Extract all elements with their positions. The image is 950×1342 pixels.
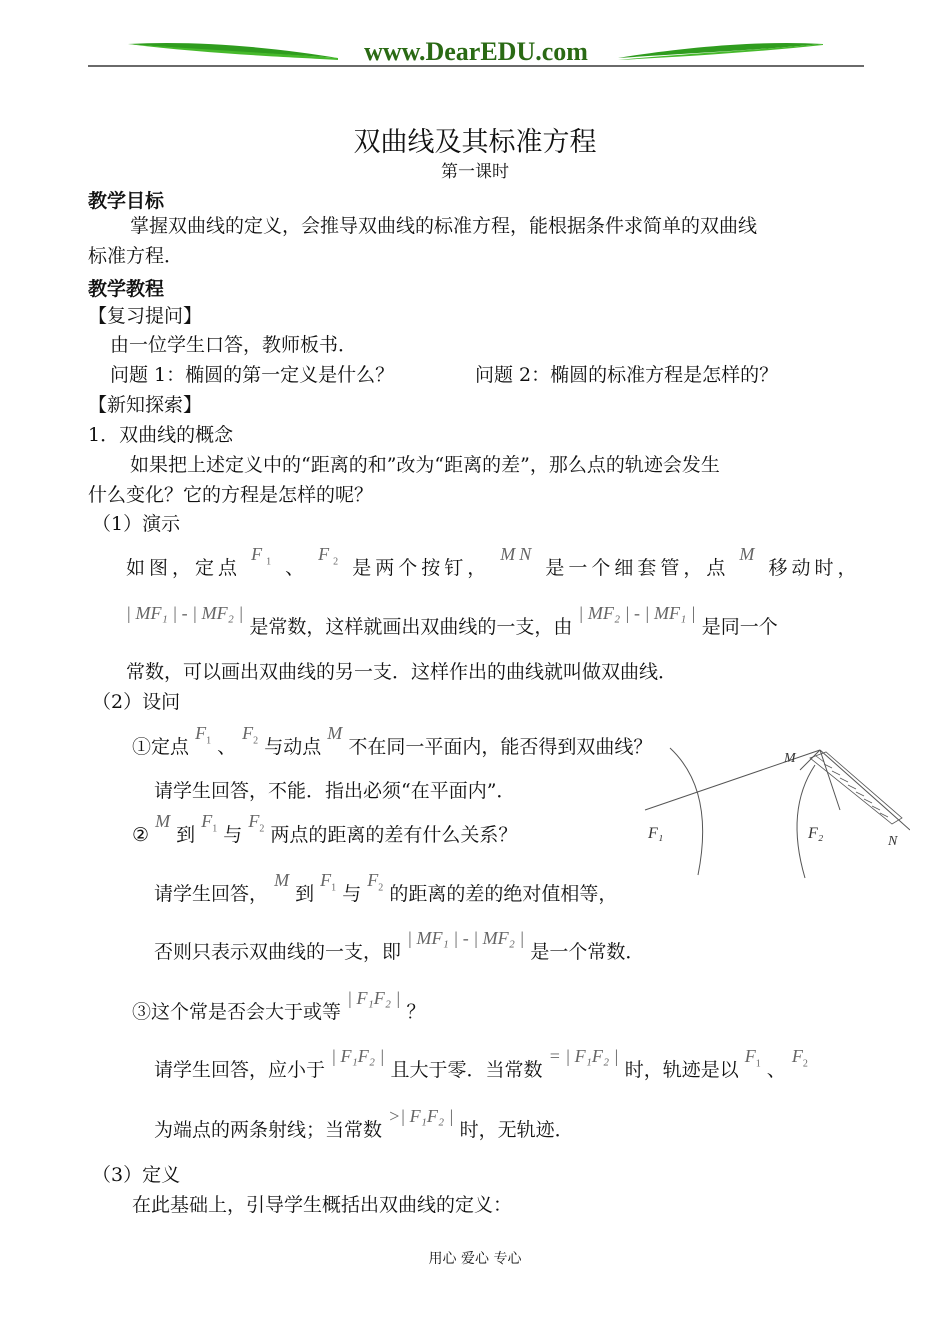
math-F1: $F_1$: [201, 811, 218, 835]
demo-line-3: 常数，可以画出双曲线的另一支．这样作出的曲线就叫做双曲线．: [126, 661, 678, 683]
fig-label-N: N: [888, 834, 898, 849]
math-eq-f1f2: = | F₁F₂ |: [548, 1046, 619, 1066]
answer-3b: 为端点的两条射线；当常数 >| F₁F₂ | 时，无轨迹．: [154, 1106, 574, 1141]
math-F2: $F_2$: [248, 811, 265, 835]
math-F2: $F_2$: [367, 870, 384, 894]
site-logo-text: www.DearEDU.com: [364, 37, 588, 66]
math-MN: MN: [500, 544, 536, 564]
section-1-title: 1．双曲线的概念: [88, 424, 234, 446]
ask-3: ③这个常是否会大于或等 | F₁F₂ | ？: [132, 988, 426, 1023]
math-gt-f1f2: >| F₁F₂ |: [388, 1106, 454, 1126]
fig-label-M: M: [784, 751, 796, 766]
page-subtitle: 第一课时: [441, 162, 509, 182]
math-abs-mf2-mf1: | MF₂ | - | MF₁ |: [578, 603, 696, 623]
answer-2b: 否则只表示双曲线的一支，即 | MF₁ | - | MF₂ | 是一个常数．: [154, 928, 645, 963]
answer-2: 请学生回答， M 到 $F_1$ 与 $F_2$ 的距离的差的绝对值相等，: [154, 870, 618, 905]
heading-review: 【复习提问】: [88, 305, 203, 327]
answer-1: 请学生回答，不能．指出必须“在平面内”．: [154, 780, 516, 802]
math-F1: $F_1$: [195, 723, 212, 747]
ask-2: ② M 到 $F_1$ 与 $F_2$ 两点的距离的差有什么关系？: [132, 811, 518, 846]
math-F2: $F_2$: [318, 544, 343, 568]
math-F1: $F_1$: [744, 1046, 761, 1070]
ask-heading: （2）设问: [92, 691, 181, 713]
header-banner: [88, 30, 864, 74]
math-M: M: [274, 870, 290, 890]
math-F1: $F_1$: [251, 544, 276, 568]
heading-goal: 教学目标: [88, 190, 165, 212]
fig-label-F2: F₂: [808, 825, 824, 842]
math-F2: $F_2$: [791, 1046, 808, 1070]
demo-heading: （1）演示: [92, 513, 181, 535]
math-abs-f1f2: | F₁F₂ |: [347, 988, 401, 1008]
math-F2: $F_2$: [242, 723, 259, 747]
hyperbola-diagram: [640, 740, 910, 880]
math-F1: $F_1$: [320, 870, 337, 894]
goal-line-2: 标准方程．: [88, 245, 184, 267]
para-1-line-2: 什么变化？它的方程是怎样的呢？: [88, 484, 374, 506]
math-M: M: [327, 723, 343, 743]
math-abs-mf1-mf2: | MF₁ | - | MF₂ |: [407, 928, 525, 948]
heading-new: 【新知探索】: [88, 394, 203, 416]
review-line: 由一位学生口答，教师板书．: [110, 334, 358, 356]
question-1: 问题 1：椭圆的第一定义是什么？: [110, 364, 395, 386]
question-2: 问题 2：椭圆的标准方程是怎样的？: [475, 364, 779, 386]
demo-line-2: | MF₁ | - | MF₂ | 是常数，这样就画出双曲线的一支，由 | MF₂ | - | MF₁ | 是同一个: [126, 603, 778, 638]
page-footer: 用心 爱心 专心: [428, 1251, 522, 1267]
answer-3: 请学生回答，应小于 | F₁F₂ | 且大于零．当常数 = | F₁F₂ | 时，轨迹是以 $F_1$ 、 $F_2$: [154, 1046, 808, 1081]
fig-label-F1: F₁: [648, 825, 664, 842]
math-M: M: [739, 544, 759, 564]
math-abs-mf1-mf2: | MF₁ | - | MF₂ |: [126, 603, 244, 623]
definition-line: 在此基础上，引导学生概括出双曲线的定义：: [132, 1194, 513, 1216]
goal-line-1: 掌握双曲线的定义，会推导双曲线的标准方程，能根据条件求简单的双曲线: [130, 215, 758, 237]
page-title: 双曲线及其标准方程: [353, 127, 597, 158]
para-1-line-1: 如果把上述定义中的“距离的和”改为“距离的差”，那么点的轨迹会发生: [130, 454, 720, 476]
ask-1: ①定点 $F_1$ 、 $F_2$ 与动点 M 不在同一平面内，能否得到双曲线？: [132, 723, 653, 758]
heading-process: 教学教程: [88, 278, 165, 300]
definition-heading: （3）定义: [92, 1164, 181, 1186]
math-abs-f1f2: | F₁F₂ |: [331, 1046, 385, 1066]
demo-line-1: 如图，定点 $F_1$ 、 $F_2$ 是两个按钉， MN 是一个细套管，点 M 移动时，: [126, 544, 861, 579]
math-M: M: [155, 811, 171, 831]
